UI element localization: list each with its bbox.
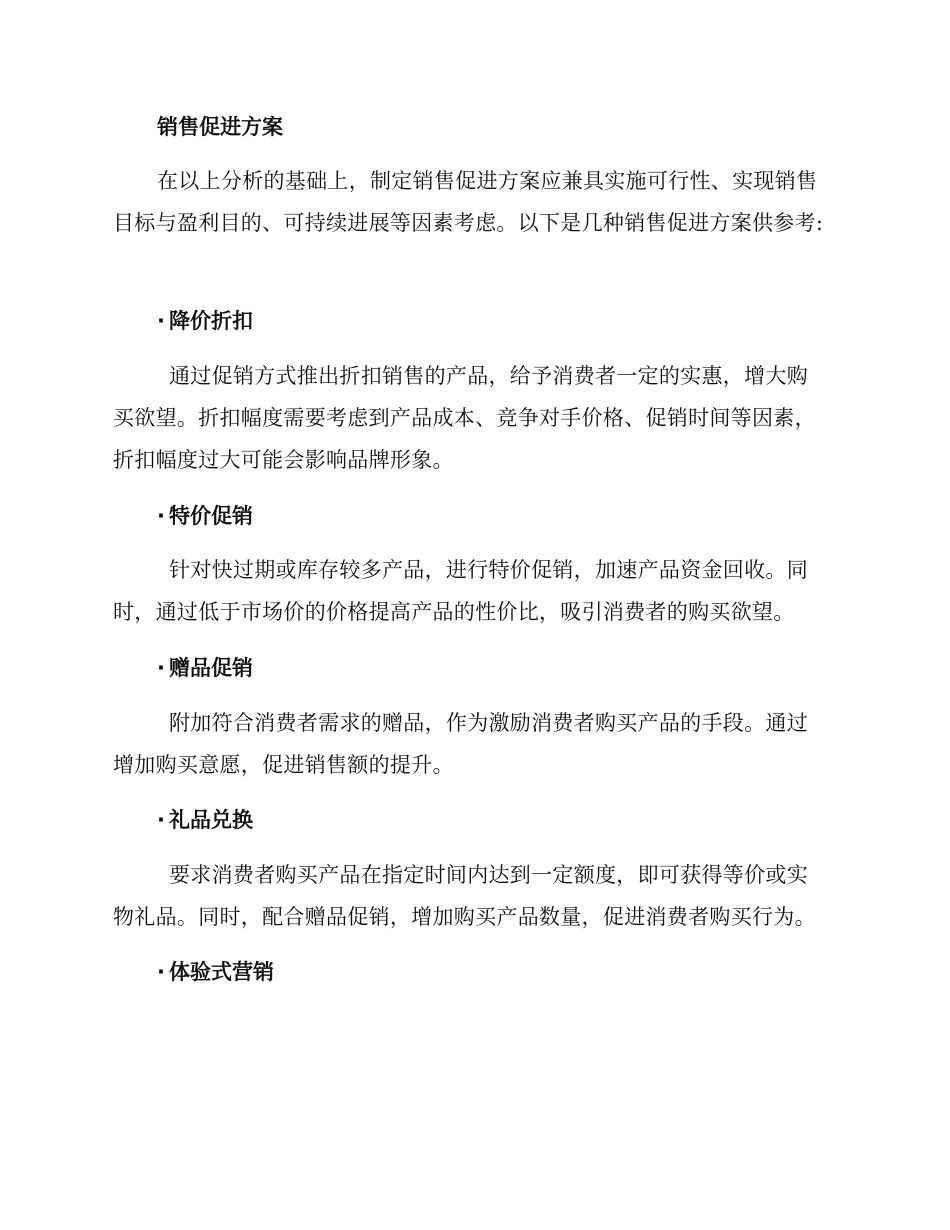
section-heading	[157, 806, 253, 834]
bullet-marker: ·	[157, 808, 165, 832]
section-heading	[157, 958, 274, 986]
section-heading-text: 特价促销	[168, 504, 253, 528]
bullet-marker: ·	[157, 656, 165, 680]
section-body: 附加符合消费者需求的赠品，作为激励消费者购买产品的手段。通过增加购买意愿，促进销售额的提升。	[113, 711, 808, 777]
section-heading-text: 降价折扣	[168, 309, 253, 333]
section-heading-text: 赠品促销	[168, 656, 253, 680]
section-heading-text: 礼品兑换	[168, 808, 253, 832]
intro-paragraph: 在以上分析的基础上，制定销售促进方案应兼具实施可行性、实现销售目标与盈利目的、可持续进展等因素考虑。以下是几种销售促进方案供参考:	[113, 169, 824, 235]
document-title: 销售促进方案	[157, 115, 283, 139]
bullet-marker: ·	[157, 504, 165, 528]
bullet-marker: ·	[157, 960, 165, 984]
section-body: 通过促销方式推出折扣销售的产品，给予消费者一定的实惠，增大购买欲望。折扣幅度需要考虑到产品成本、竞争对手价格、促销时间等因素，折扣幅度过大可能会影响品牌形象。	[113, 364, 816, 472]
section-body: 针对快过期或库存较多产品，进行特价促销，加速产品资金回收。同时，通过低于市场价的价格提高产品的性价比，吸引消费者的购买欲望。	[113, 558, 808, 624]
section-heading	[157, 307, 253, 335]
bullet-marker: ·	[157, 309, 165, 333]
section-heading-text: 体验式营销	[168, 960, 274, 984]
section-heading	[157, 502, 253, 530]
section-heading	[157, 654, 253, 682]
section-body: 要求消费者购买产品在指定时间内达到一定额度，即可获得等价或实物礼品。同时，配合赠品促销，增加购买产品数量，促进消费者购买行为。	[113, 863, 816, 929]
